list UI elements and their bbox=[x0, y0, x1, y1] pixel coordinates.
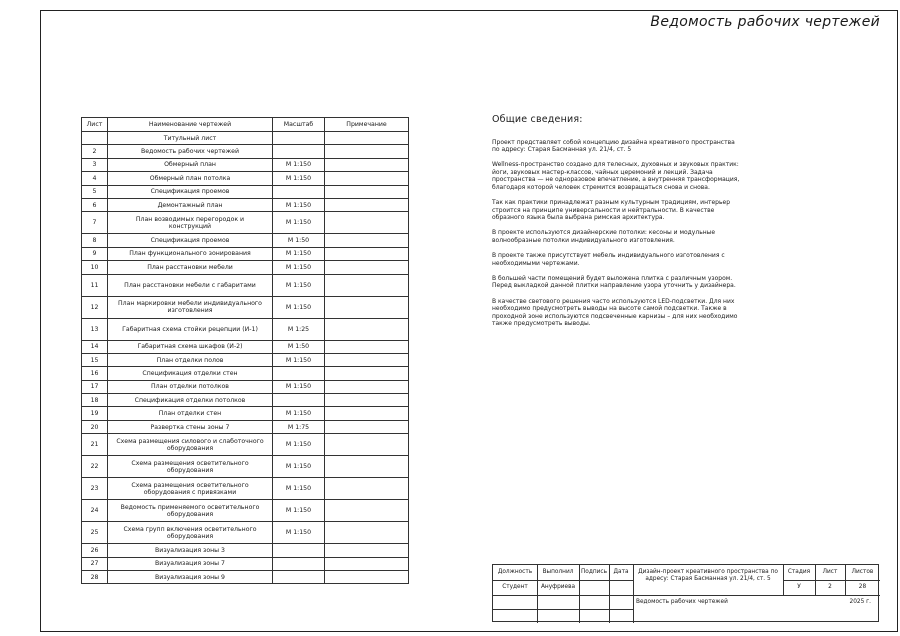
table-row bbox=[82, 132, 409, 145]
table-row bbox=[82, 522, 409, 544]
row-scale: М 1:150 bbox=[273, 172, 325, 185]
row-note bbox=[325, 500, 409, 522]
table-row bbox=[82, 318, 409, 340]
row-scale: М 1:150 bbox=[273, 380, 325, 393]
table-row bbox=[82, 296, 409, 318]
row-drawing-name: Габаритная схема шкафов (И-2) bbox=[108, 340, 273, 353]
title-block bbox=[492, 564, 879, 622]
row-drawing-name: Схема размещения осветительного оборудования bbox=[108, 456, 273, 478]
row-scale: М 1:150 bbox=[273, 353, 325, 366]
table-body bbox=[82, 132, 409, 584]
row-scale: М 1:150 bbox=[273, 158, 325, 171]
row-scale bbox=[273, 571, 325, 584]
stamp-role-value: Студент bbox=[502, 584, 528, 590]
row-drawing-name: Обмерный план bbox=[108, 158, 273, 171]
row-note bbox=[325, 145, 409, 158]
row-note bbox=[325, 172, 409, 185]
row-note bbox=[325, 544, 409, 557]
row-scale: М 1:75 bbox=[273, 420, 325, 433]
row-drawing-name: Спецификация отделки потолков bbox=[108, 394, 273, 407]
row-sheet-no: 24 bbox=[82, 500, 108, 522]
stamp-sheets-value: 28 bbox=[858, 584, 867, 590]
stamp-sheet-value: 2 bbox=[828, 584, 832, 590]
stamp-sheet-label: Лист bbox=[822, 569, 838, 575]
row-scale: М 1:50 bbox=[273, 340, 325, 353]
row-drawing-name: План маркировки мебели индивидуального изготовления bbox=[108, 296, 273, 318]
row-drawing-name: План отделки полов bbox=[108, 353, 273, 366]
row-drawing-name: Спецификация проемов bbox=[108, 234, 273, 247]
row-sheet-no: 25 bbox=[82, 522, 108, 544]
stamp-signature-header: Подпись bbox=[580, 569, 608, 575]
table-row bbox=[82, 478, 409, 500]
row-scale bbox=[273, 185, 325, 198]
row-sheet-no: 11 bbox=[82, 274, 108, 296]
row-note bbox=[325, 434, 409, 456]
row-sheet-no: 5 bbox=[82, 185, 108, 198]
table-row bbox=[82, 185, 409, 198]
stamp-role-header: Должность bbox=[497, 569, 533, 575]
row-note bbox=[325, 420, 409, 433]
row-drawing-name: План отделки потолков bbox=[108, 380, 273, 393]
row-note bbox=[325, 158, 409, 171]
row-drawing-name: Обмерный план потолка bbox=[108, 172, 273, 185]
row-drawing-name: Спецификация отделки стен bbox=[108, 367, 273, 380]
row-note bbox=[325, 296, 409, 318]
stamp-drawing-name: Ведомость рабочих чертежей bbox=[636, 599, 728, 605]
row-scale: М 1:25 bbox=[273, 318, 325, 340]
stamp-year: 2025 г. bbox=[849, 599, 871, 605]
table-row bbox=[82, 367, 409, 380]
row-sheet-no: 12 bbox=[82, 296, 108, 318]
row-drawing-name: Габаритная схема стойки рецепции (И-1) bbox=[108, 318, 273, 340]
header-sheet: Лист bbox=[82, 118, 108, 132]
row-drawing-name: План функционального зонирования bbox=[108, 247, 273, 260]
drawings-table bbox=[81, 117, 409, 584]
table-row bbox=[82, 172, 409, 185]
row-scale: М 1:150 bbox=[273, 522, 325, 544]
row-note bbox=[325, 394, 409, 407]
info-paragraph: В проекте используются дизайнерские потолки: кесоны и модульные волнообразные потолки индивидуального изготовления. bbox=[492, 229, 716, 245]
table-header-row bbox=[82, 118, 409, 132]
row-scale: М 1:150 bbox=[273, 434, 325, 456]
table-row bbox=[82, 261, 409, 274]
row-note bbox=[325, 367, 409, 380]
row-scale bbox=[273, 557, 325, 570]
table-row bbox=[82, 353, 409, 366]
row-drawing-name: План отделки стен bbox=[108, 407, 273, 420]
table-row bbox=[82, 234, 409, 247]
info-paragraph: Wellness-пространство создано для телесных, духовных и звуковых практик: йоги, звуковых мастер-классов, чайных церемоний и лекций. Задача пространства — не одноразовое впечатление, а внутренняя трансформация, благодаря которой человек стремится возвращаться снова и снова. bbox=[492, 161, 740, 192]
table-row bbox=[82, 340, 409, 353]
row-scale: М 1:150 bbox=[273, 296, 325, 318]
row-note bbox=[325, 557, 409, 570]
info-paragraph: В проекте также присутствует мебель индивидуального изготовления с необходимыми чертежами. bbox=[492, 252, 725, 267]
general-info bbox=[492, 116, 742, 335]
row-note bbox=[325, 132, 409, 145]
row-sheet-no: 28 bbox=[82, 571, 108, 584]
stamp-stage-value: У bbox=[797, 584, 801, 590]
row-scale bbox=[273, 394, 325, 407]
row-sheet-no: 26 bbox=[82, 544, 108, 557]
row-drawing-name: Демонтажный план bbox=[108, 198, 273, 211]
table-row bbox=[82, 434, 409, 456]
table-row bbox=[82, 394, 409, 407]
stamp-executor-value: Ануфриева bbox=[540, 584, 576, 590]
row-sheet-no: 23 bbox=[82, 478, 108, 500]
row-note bbox=[325, 234, 409, 247]
row-note bbox=[325, 318, 409, 340]
row-sheet-no: 21 bbox=[82, 434, 108, 456]
row-note bbox=[325, 247, 409, 260]
row-sheet-no: 17 bbox=[82, 380, 108, 393]
row-drawing-name: Схема групп включения осветительного оборудования bbox=[108, 522, 273, 544]
row-scale: М 1:150 bbox=[273, 212, 325, 234]
header-name: Наименование чертежей bbox=[108, 118, 273, 132]
row-scale: М 1:150 bbox=[273, 407, 325, 420]
row-scale: М 1:50 bbox=[273, 234, 325, 247]
row-scale: М 1:150 bbox=[273, 247, 325, 260]
row-sheet-no: 27 bbox=[82, 557, 108, 570]
table-row bbox=[82, 544, 409, 557]
row-sheet-no: 18 bbox=[82, 394, 108, 407]
table-row bbox=[82, 158, 409, 171]
row-sheet-no: 3 bbox=[82, 158, 108, 171]
row-note bbox=[325, 353, 409, 366]
row-drawing-name: План расстановки мебели с габаритами bbox=[108, 274, 273, 296]
row-note bbox=[325, 571, 409, 584]
stamp-date-header: Дата bbox=[613, 569, 629, 575]
table-row bbox=[82, 407, 409, 420]
stamp-sheets-label: Листов bbox=[851, 569, 874, 575]
table-row bbox=[82, 557, 409, 570]
header-note: Примечание bbox=[325, 118, 409, 132]
row-drawing-name: План расстановки мебели bbox=[108, 261, 273, 274]
row-drawing-name: Ведомость применяемого осветительного оборудования bbox=[108, 500, 273, 522]
row-note bbox=[325, 340, 409, 353]
table-row bbox=[82, 212, 409, 234]
row-drawing-name: Титульный лист bbox=[108, 132, 273, 145]
table-row bbox=[82, 456, 409, 478]
row-scale bbox=[273, 544, 325, 557]
row-scale: М 1:150 bbox=[273, 261, 325, 274]
table-row bbox=[82, 247, 409, 260]
row-sheet-no: 8 bbox=[82, 234, 108, 247]
row-sheet-no: 6 bbox=[82, 198, 108, 211]
info-paragraph: В качестве светового решения часто используются LED-подсветки. Для них необходимо предусмотреть выводы на высоте самой подсветки. Также в проходной зоне используются подсвеченные карнизы – для них необходимо также предусмотреть выводы. bbox=[492, 297, 738, 328]
row-sheet-no: 14 bbox=[82, 340, 108, 353]
row-scale bbox=[273, 132, 325, 145]
stamp-stage-label: Стадия bbox=[787, 569, 811, 575]
stamp-executor-header: Выполнил bbox=[542, 569, 574, 575]
row-sheet-no: 15 bbox=[82, 353, 108, 366]
row-drawing-name: Визуализация зоны 9 bbox=[108, 571, 273, 584]
row-drawing-name: План возводимых перегородок и конструкций bbox=[108, 212, 273, 234]
row-scale: М 1:150 bbox=[273, 456, 325, 478]
row-scale: М 1:150 bbox=[273, 478, 325, 500]
row-sheet-no: 2 bbox=[82, 145, 108, 158]
row-note bbox=[325, 212, 409, 234]
row-note bbox=[325, 522, 409, 544]
row-drawing-name: Визуализация зоны 7 bbox=[108, 557, 273, 570]
table-row bbox=[82, 500, 409, 522]
header-scale: Масштаб bbox=[273, 118, 325, 132]
row-sheet-no: 16 bbox=[82, 367, 108, 380]
row-note bbox=[325, 198, 409, 211]
table-row bbox=[82, 571, 409, 584]
table-row bbox=[82, 274, 409, 296]
table-row bbox=[82, 420, 409, 433]
row-drawing-name: Визуализация зоны 3 bbox=[108, 544, 273, 557]
info-heading: Общие сведения: bbox=[492, 114, 583, 125]
sheet-title: Ведомость рабочих чертежей bbox=[650, 14, 880, 30]
row-note bbox=[325, 478, 409, 500]
table-row bbox=[82, 198, 409, 211]
row-drawing-name: Схема размещения осветительного оборудования с привязками bbox=[108, 478, 273, 500]
row-drawing-name: Схема размещения силового и слаботочного оборудования bbox=[108, 434, 273, 456]
table-row bbox=[82, 380, 409, 393]
row-note bbox=[325, 261, 409, 274]
row-scale: М 1:150 bbox=[273, 500, 325, 522]
row-sheet-no: 10 bbox=[82, 261, 108, 274]
table-row bbox=[82, 145, 409, 158]
row-sheet-no: 7 bbox=[82, 212, 108, 234]
row-sheet-no bbox=[82, 132, 108, 145]
stamp-project-title: Дизайн-проект креативного пространства по адресу: Старая Басманная ул. 21/4, ст. 5 bbox=[638, 569, 778, 582]
info-paragraph: Так как практики принадлежат разным культурным традициям, интерьер строится на принципе универсальности и нейтральности. В качестве образного языка была выбрана римская архитектура. bbox=[492, 199, 731, 222]
row-drawing-name: Развертка стены зоны 7 bbox=[108, 420, 273, 433]
row-sheet-no: 13 bbox=[82, 318, 108, 340]
info-paragraph: В большей части помещений будет выложена плитка с различным узором. Перед выкладкой данной плитки направление узора уточнить у дизайнера. bbox=[492, 274, 736, 290]
row-note bbox=[325, 456, 409, 478]
row-sheet-no: 22 bbox=[82, 456, 108, 478]
info-paragraph: Проект представляет собой концепцию дизайна креативного пространства по адресу: Старая Басманная ул. 21/4, ст. 5 bbox=[492, 138, 735, 154]
row-sheet-no: 19 bbox=[82, 407, 108, 420]
row-note bbox=[325, 185, 409, 198]
row-scale bbox=[273, 367, 325, 380]
row-sheet-no: 4 bbox=[82, 172, 108, 185]
row-note bbox=[325, 380, 409, 393]
row-note bbox=[325, 274, 409, 296]
row-sheet-no: 20 bbox=[82, 420, 108, 433]
row-scale: М 1:150 bbox=[273, 274, 325, 296]
row-sheet-no: 9 bbox=[82, 247, 108, 260]
row-drawing-name: Ведомость рабочих чертежей bbox=[108, 145, 273, 158]
row-note bbox=[325, 407, 409, 420]
row-scale bbox=[273, 145, 325, 158]
row-drawing-name: Спецификация проемов bbox=[108, 185, 273, 198]
row-scale: М 1:150 bbox=[273, 198, 325, 211]
